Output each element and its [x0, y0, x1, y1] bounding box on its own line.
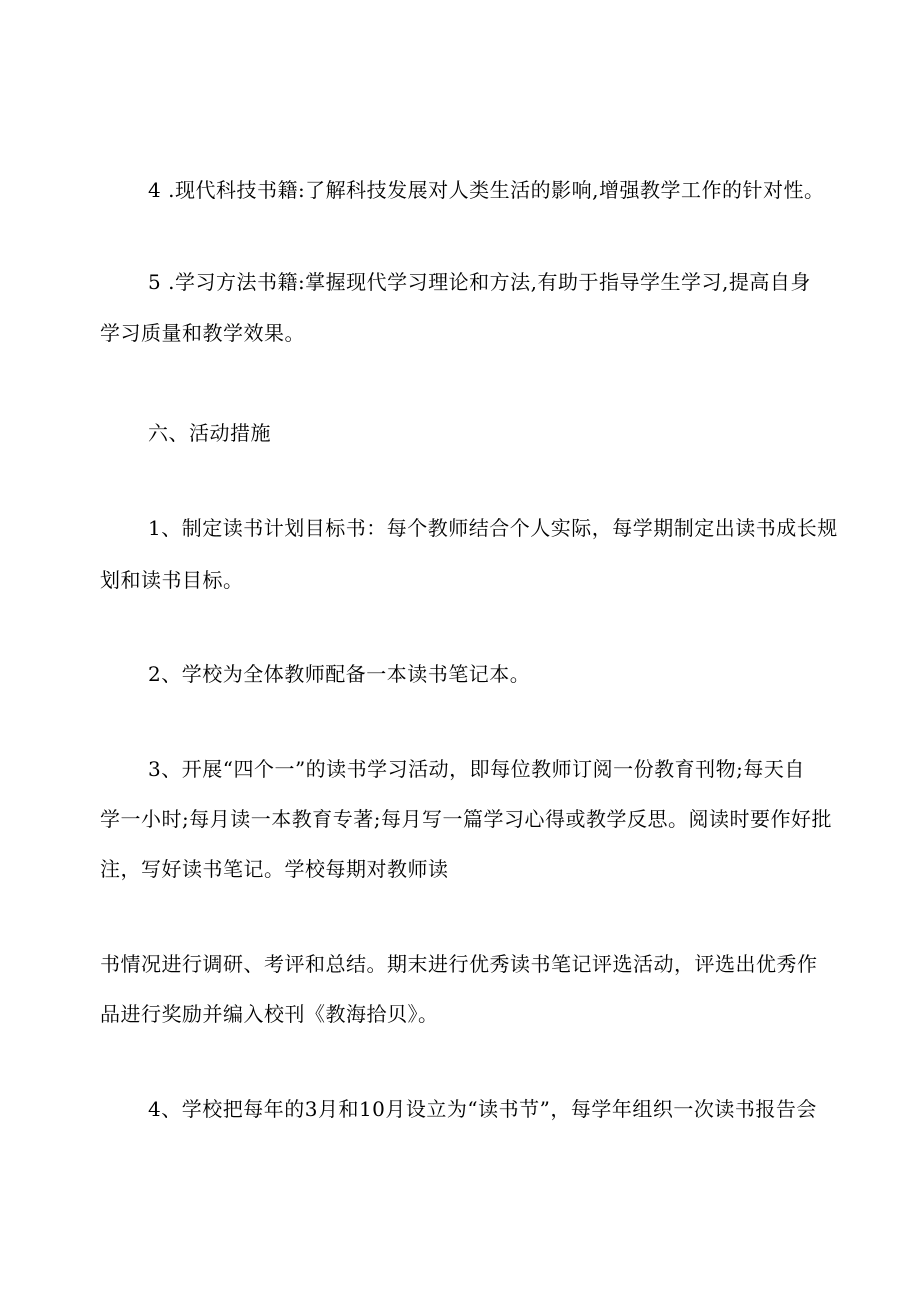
measure-3-line-4: 书情况进行调研、考评和总结。期末进行优秀读书笔记评选活动，评选出优秀作	[100, 952, 818, 976]
item-5-learning-method-books: 5 .学习方法书籍:掌握现代学习理论和方法,有助于指导学生学习,提高自身	[148, 270, 811, 294]
section-heading-activity-measures: 六、活动措施	[148, 421, 271, 445]
measure-1-continued: 划和读书目标。	[100, 568, 244, 592]
item-4-modern-tech-books: 4 .现代科技书籍:了解科技发展对人类生活的影响,增强教学工作的针对性。	[148, 178, 825, 202]
measure-2: 2、学校为全体教师配备一本读书笔记本。	[148, 662, 531, 686]
measure-3-line-2: 学一小时;每月读一本教育专著;每月写一篇学习心得或教学反思。阅读时要作好批	[100, 807, 832, 831]
measure-3-line-3: 注，写好读书笔记。学校每期对教师读	[100, 857, 449, 881]
measure-4: 4、学校把每年的3月和10月设立为“读书节”，每学年组织一次读书报告会	[148, 1097, 817, 1121]
measure-1: 1、制定读书计划目标书：每个教师结合个人实际，每学期制定出读书成长规	[148, 516, 838, 540]
measure-3: 3、开展“四个一”的读书学习活动，即每位教师订阅一份教育刊物;每天自	[148, 757, 805, 781]
item-5-continued: 学习质量和教学效果。	[100, 321, 305, 345]
measure-3-line-5: 品进行奖励并编入校刊《教海拾贝》。	[100, 1002, 439, 1026]
